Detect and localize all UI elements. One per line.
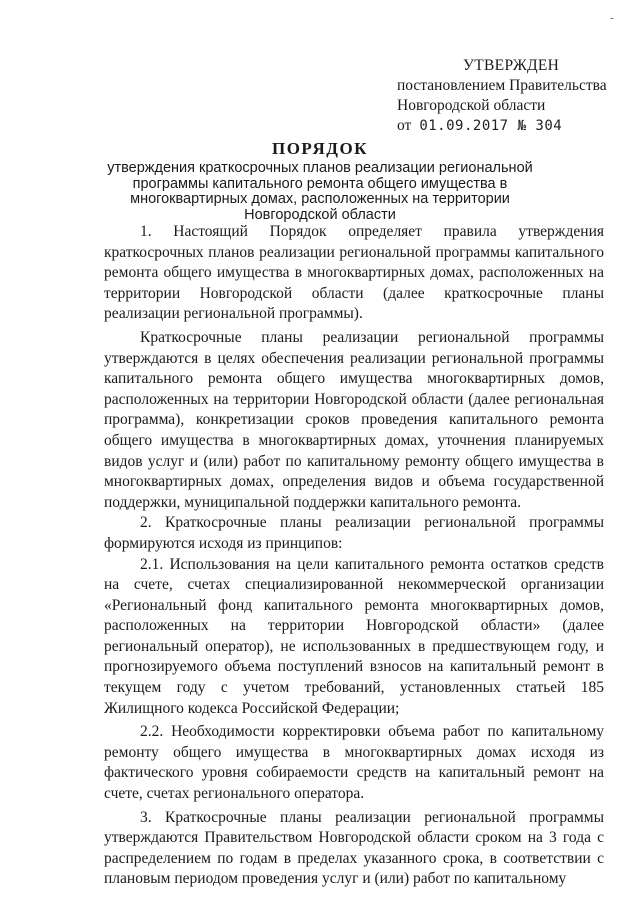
approval-date — [397, 116, 627, 136]
approval-line-1: постановлением Правительства — [397, 77, 607, 94]
paragraph-2-1: 2.1. Использования на цели капитального ремонта остатков средств на счете, счетах специализированной некоммерческой организации «Региональный фонд капитального ремонта многоквартирных домов, расположенных на территории Новгородской области» (далее региональный оператор), не использованных в предшествующем году, и прогнозируемого объема поступлений взносов на капитальный ремонт в текущем году с учетом требований, установленных статьей 185 Жилищного кодекса Российской Федерации; — [104, 555, 604, 717]
document-subtitle: утверждения краткосрочных планов реализации региональной программы капитального ремонта общего имущества в многоквартирных домах, расположенных на территории Новгородской области — [107, 160, 533, 223]
paragraph-3: 3. Краткосрочные планы реализации региональной программы утверждаются Правительством Новгородской области сроком на 3 года с распределением по годам в пределах указанного срока, в соответствии с плановым периодом проведения услуг и (или) работ по капитальному — [104, 808, 604, 888]
paragraph-1-continued: Краткосрочные планы реализации региональной программы утверждаются в целях обеспечения реализации региональной программы капитального ремонта общего имущества многоквартирных домов, расположенных на территории Новгородской области (далее региональная программа), конкретизации сроков проведения капитального ремонта общего имущества в многоквартирных домах, уточнения планируемых видов услуг и (или) работ по капитальному ремонту общего имущества в многоквартирных домах, определения видов и объема государственной поддержки, муниципальной поддержки капитального ремонта. — [104, 328, 604, 511]
approval-line-2: Новгородской области — [397, 97, 546, 114]
approval-title: УТВЕРЖДЕН — [463, 57, 560, 74]
approval-date-prefix: от — [397, 117, 412, 134]
approval-date-value: 01.09.2017 № 304 — [419, 118, 563, 134]
corner-mark: - — [610, 12, 614, 24]
document-title: ПОРЯДОК — [271, 139, 368, 158]
paragraph-2-2: 2.2. Необходимости корректировки объема работ по капитальному ремонту общего имущества в многоквартирных домах исходя из фактического уровня собираемости средств на капитальный ремонт на счете, счетах регионального оператора. — [104, 723, 604, 803]
document-body — [104, 222, 604, 890]
approval-stamp — [397, 56, 627, 136]
paragraph-2: 2. Краткосрочные планы реализации региональной программы формируются исходя из принципов: — [104, 514, 604, 552]
paragraph-1: 1. Настоящий Порядок определяет правила утверждения краткосрочных планов реализации региональной программы капитального ремонта общего имущества в многоквартирных домах, расположенных на территории Новгородской области (далее краткосрочные планы реализации региональной программы). — [104, 223, 604, 323]
